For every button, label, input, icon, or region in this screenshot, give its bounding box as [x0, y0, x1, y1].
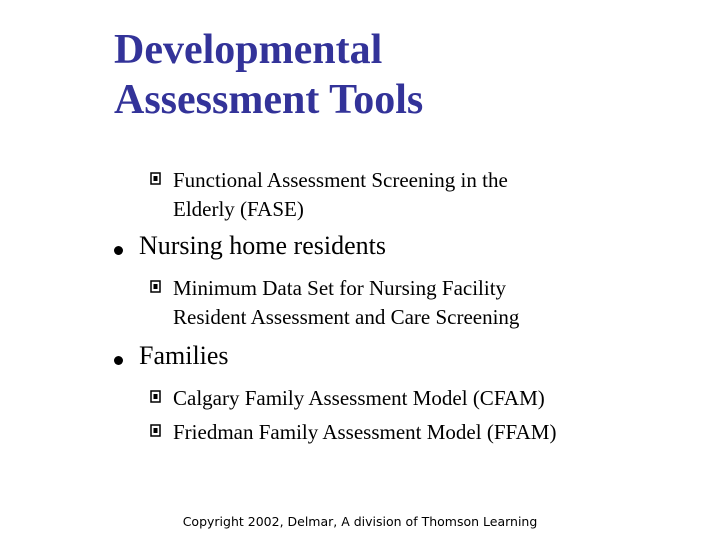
sub-bullet-mds-line-2: Resident Assessment and Care Screening: [173, 305, 520, 329]
outlined-square-bullet-icon: [150, 172, 161, 185]
slide-title-line-1: Developmental: [114, 27, 383, 73]
sub-bullet-fase-line-2: Elderly (FASE): [173, 197, 304, 221]
filled-circle-bullet-icon: [114, 356, 123, 365]
sub-bullet-ffam: [150, 418, 556, 447]
copyright-footer: Copyright 2002, Delmar, A division of Thomson Learning: [182, 514, 538, 529]
sub-bullet-mds: [150, 274, 519, 332]
sub-bullet-fase-text: [173, 166, 508, 224]
filled-circle-bullet-icon: [114, 246, 123, 255]
bullet-families-text: Families: [139, 341, 229, 370]
outlined-square-bullet-icon: [150, 280, 161, 293]
sub-bullet-ffam-text: Friedman Family Assessment Model (FFAM): [173, 420, 557, 444]
sub-bullet-cfam-text: Calgary Family Assessment Model (CFAM): [173, 386, 545, 410]
sub-bullet-mds-text: [173, 274, 519, 332]
bullet-families: [114, 341, 229, 371]
sub-bullet-fase-line-1: Functional Assessment Screening in the: [173, 168, 508, 192]
sub-bullet-cfam: [150, 384, 545, 413]
outlined-square-bullet-icon: [150, 390, 161, 403]
outlined-square-bullet-icon: [150, 424, 161, 437]
sub-bullet-mds-line-1: Minimum Data Set for Nursing Facility: [173, 276, 507, 300]
bullet-nursing-home: [114, 231, 386, 261]
slide-title-line-2: Assessment Tools: [114, 77, 424, 123]
slide-title: [114, 25, 423, 125]
bullet-nursing-home-text: Nursing home residents: [139, 231, 386, 260]
sub-bullet-fase: [150, 166, 508, 224]
